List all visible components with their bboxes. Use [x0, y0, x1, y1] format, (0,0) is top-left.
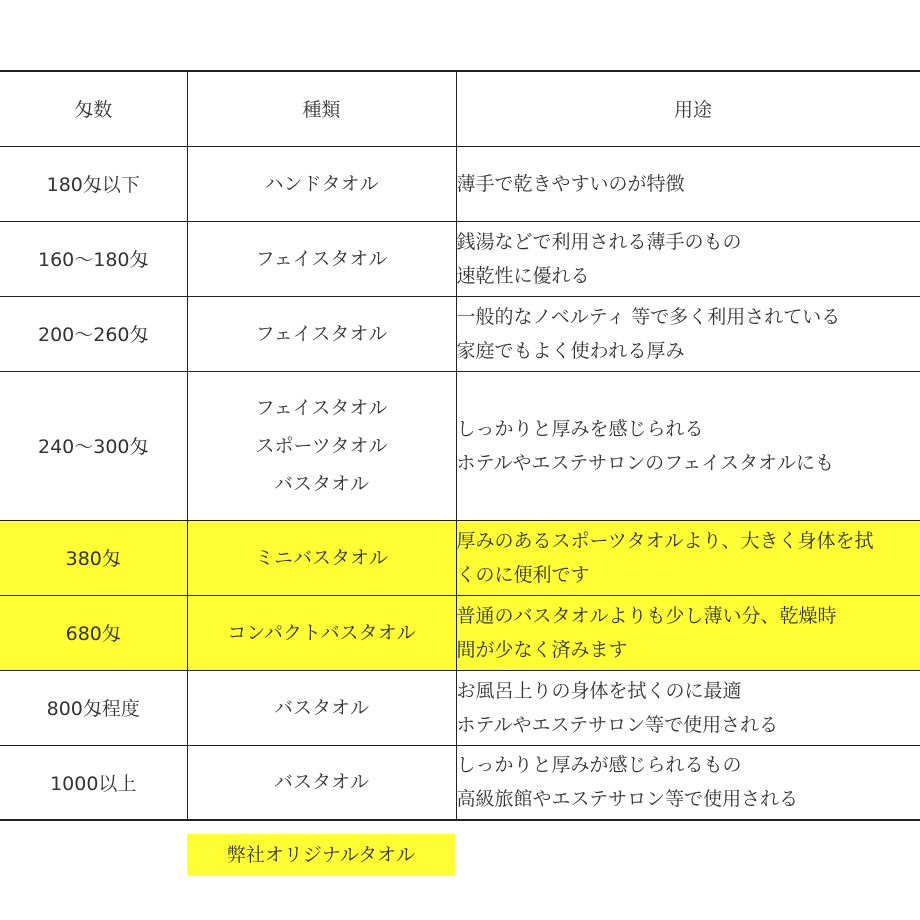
use-line: 家庭でもよく使われる厚み: [456, 339, 685, 362]
table-row: [0, 296, 920, 371]
kind-line: フェイスタオル: [255, 396, 388, 419]
header-row: [0, 71, 920, 146]
kind-cell: [187, 595, 456, 670]
use-line: 薄手で乾きやすいのが特徴: [456, 172, 685, 195]
use-line: 速乾性に優れる: [456, 264, 590, 287]
use-line: 普通のバスタオルよりも少し薄い分、乾燥時: [456, 604, 837, 627]
use-line: 銭湯などで利用される薄手のもの: [456, 230, 742, 253]
use-cell: [456, 670, 920, 745]
weight-cell: 180匁以下: [0, 146, 187, 221]
use-line: 高級旅館やエステサロン等で使用される: [456, 788, 799, 811]
kind-cell: [187, 146, 456, 221]
use-cell: [456, 595, 920, 670]
kind-line: ミニバスタオル: [254, 546, 388, 569]
weight-cell: 800匁程度: [0, 670, 187, 745]
table-row: [0, 670, 920, 745]
towel-weight-table: [0, 70, 920, 821]
kind-cell: [187, 371, 456, 520]
use-cell: [456, 146, 920, 221]
weight-cell: 380匁: [0, 520, 187, 595]
use-line: お風呂上りの身体を拭くのに最適: [456, 679, 742, 702]
weight-cell: 200～260匁: [0, 296, 187, 371]
use-cell: [456, 371, 920, 520]
kind-line: フェイスタオル: [255, 247, 388, 270]
kind-cell: [187, 221, 456, 296]
table-row: [0, 146, 920, 221]
table-row: [0, 745, 920, 820]
table-row: [0, 221, 920, 296]
kind-cell: [187, 670, 456, 745]
header-use: 用途: [456, 71, 920, 146]
table-row: [0, 520, 920, 595]
table-row: [0, 371, 920, 520]
legend-original-towel: 弊社オリジナルタオル: [187, 834, 455, 876]
use-cell: [456, 221, 920, 296]
weight-cell: 1000以上: [0, 745, 187, 820]
use-line: ホテルやエステサロンのフェイスタオルにも: [456, 451, 835, 474]
use-line: 間が少なく済みます: [456, 638, 628, 661]
kind-line: バスタオル: [273, 696, 369, 719]
use-line: 厚みのあるスポーツタオルより、大きく身体を拭: [456, 529, 874, 552]
use-line: ホテルやエステサロン等で使用される: [456, 713, 779, 736]
kind-line: バスタオル: [273, 472, 369, 495]
kind-line: フェイスタオル: [255, 322, 388, 345]
header-kind: 種類: [187, 71, 456, 146]
kind-line: スポーツタオル: [255, 434, 388, 457]
kind-line: ハンドタオル: [264, 172, 379, 195]
weight-cell: 680匁: [0, 595, 187, 670]
weight-cell: 160～180匁: [0, 221, 187, 296]
table-row: [0, 595, 920, 670]
kind-cell: [187, 520, 456, 595]
use-line: しっかりと厚みを感じられる: [456, 417, 704, 440]
use-line: しっかりと厚みが感じられるもの: [456, 754, 742, 777]
kind-line: バスタオル: [273, 771, 369, 794]
weight-cell: 240～300匁: [0, 371, 187, 520]
kind-line: コンパクトバスタオル: [227, 621, 416, 644]
use-line: 一般的なノベルティ 等で多く利用されている: [456, 305, 841, 328]
use-cell: [456, 520, 920, 595]
use-cell: [456, 745, 920, 820]
kind-cell: [187, 296, 456, 371]
use-line: くのに便利です: [456, 563, 590, 586]
table-body: [0, 146, 920, 820]
header-weight: 匁数: [0, 71, 187, 146]
use-cell: [456, 296, 920, 371]
kind-cell: [187, 745, 456, 820]
